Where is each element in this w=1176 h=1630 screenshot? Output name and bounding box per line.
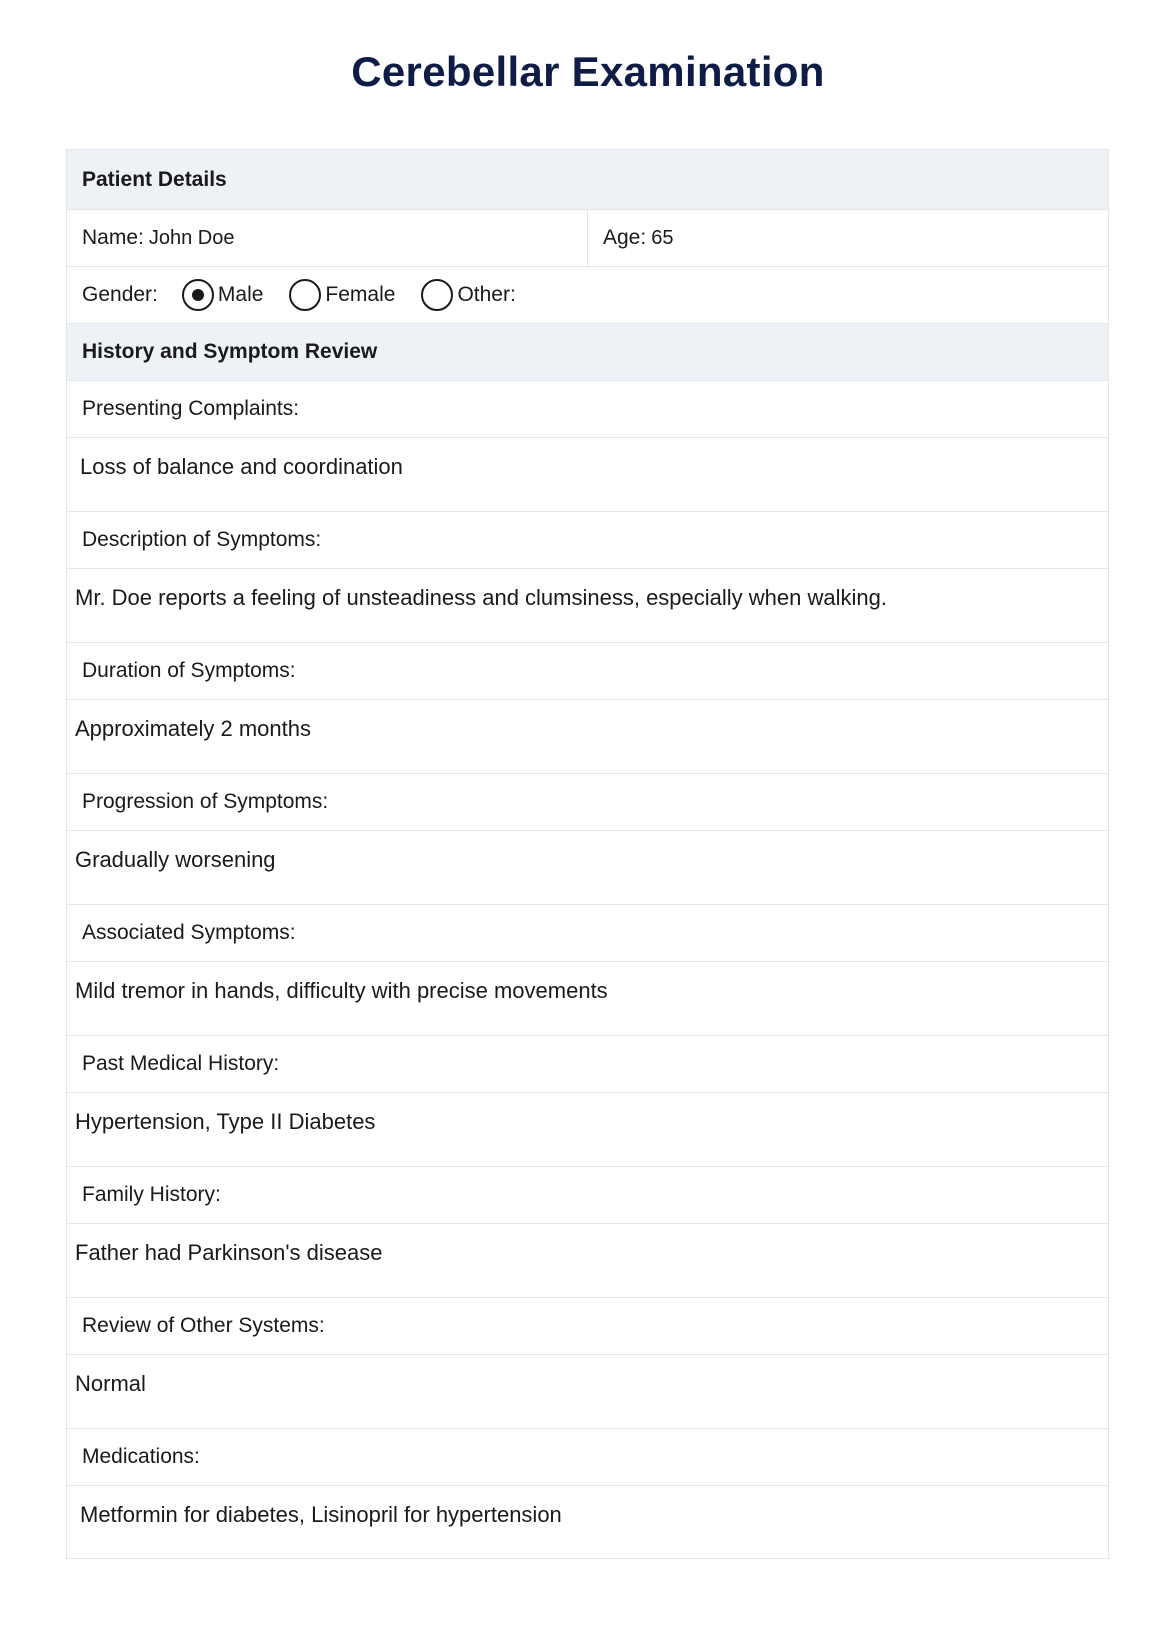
field-value[interactable]: Mr. Doe reports a feeling of unsteadiness and clumsiness, especially when walking. bbox=[67, 569, 1108, 643]
field-label: Review of Other Systems: bbox=[67, 1298, 1108, 1355]
field-label: Presenting Complaints: bbox=[67, 381, 1108, 438]
radio-unchecked-icon[interactable] bbox=[421, 279, 453, 311]
field-label: Medications: bbox=[67, 1429, 1108, 1486]
field-label: Description of Symptoms: bbox=[67, 512, 1108, 569]
field-value[interactable]: Hypertension, Type II Diabetes bbox=[67, 1093, 1108, 1167]
gender-option-label: Female bbox=[325, 283, 396, 306]
name-label: Name: bbox=[82, 226, 144, 249]
age-label: Age: bbox=[603, 226, 647, 249]
radio-unchecked-icon[interactable] bbox=[289, 279, 321, 311]
gender-option-female[interactable] bbox=[289, 279, 395, 311]
section-header-patient-details: Patient Details bbox=[67, 150, 1108, 210]
section-header-history: History and Symptom Review bbox=[67, 324, 1108, 381]
field-value[interactable]: Normal bbox=[67, 1355, 1108, 1429]
field-label: Progression of Symptoms: bbox=[67, 774, 1108, 831]
age-value: 65 bbox=[651, 226, 674, 249]
gender-label: Gender: bbox=[82, 283, 158, 306]
field-label: Family History: bbox=[67, 1167, 1108, 1224]
gender-option-label: Other: bbox=[457, 283, 516, 306]
field-label: Associated Symptoms: bbox=[67, 905, 1108, 962]
field-value[interactable]: Loss of balance and coordination bbox=[67, 438, 1108, 512]
field-label: Duration of Symptoms: bbox=[67, 643, 1108, 700]
name-field[interactable] bbox=[67, 210, 587, 266]
field-value[interactable]: Father had Parkinson's disease bbox=[67, 1224, 1108, 1298]
radio-checked-icon[interactable] bbox=[182, 279, 214, 311]
field-value[interactable]: Metformin for diabetes, Lisinopril for hypertension bbox=[80, 1502, 562, 1527]
field-value[interactable]: Approximately 2 months bbox=[67, 700, 1108, 774]
gender-option-label: Male bbox=[217, 283, 264, 306]
examination-form bbox=[66, 149, 1109, 1559]
field-value[interactable]: Gradually worsening bbox=[67, 831, 1108, 905]
age-field[interactable] bbox=[587, 210, 1108, 266]
gender-row bbox=[67, 267, 1108, 324]
page-title: Cerebellar Examination bbox=[351, 48, 825, 95]
field-label: Past Medical History: bbox=[67, 1036, 1108, 1093]
name-value: John Doe bbox=[148, 226, 235, 249]
gender-option-other[interactable] bbox=[421, 279, 515, 311]
field-value[interactable]: Mild tremor in hands, difficulty with precise movements bbox=[67, 962, 1108, 1036]
name-age-row bbox=[67, 210, 1108, 267]
gender-option-male[interactable] bbox=[182, 279, 264, 311]
